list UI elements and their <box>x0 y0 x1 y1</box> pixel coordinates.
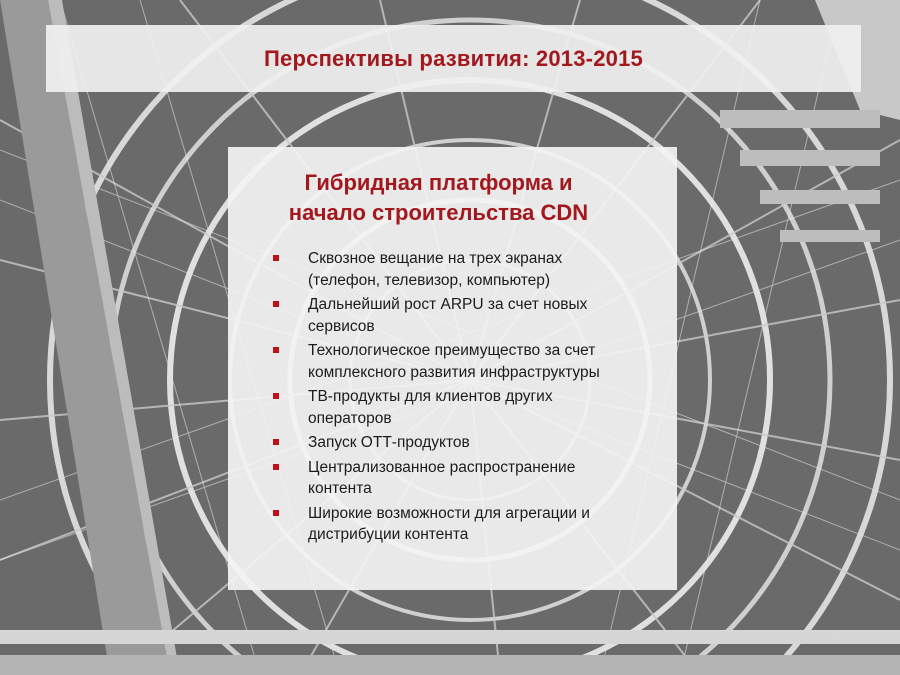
list-item <box>273 432 668 454</box>
list-item <box>273 294 668 337</box>
list-item <box>273 503 668 546</box>
bullet-square-icon <box>273 255 279 261</box>
heading-line-1: Гибридная платформа и <box>304 170 573 195</box>
slide-title: Перспективы развития: 2013-2015 <box>264 45 643 71</box>
bullet-line-2: комплексного развития инфраструктуры <box>308 363 600 381</box>
panel-heading <box>228 168 649 228</box>
list-item <box>273 248 668 291</box>
bullet-square-icon <box>273 301 279 307</box>
bullet-line-1: ТВ-продукты для клиентов других <box>308 388 553 405</box>
list-item <box>273 386 668 429</box>
content-panel <box>228 147 677 590</box>
list-item <box>273 457 668 500</box>
bullet-square-icon <box>273 439 279 445</box>
bullet-line-1: Дальнейший рост ARPU за счет новых <box>308 296 588 313</box>
bullet-line-2: дистрибуции контента <box>308 526 469 543</box>
list-item <box>273 340 668 383</box>
bullet-line-2: (телефон, телевизор, компьютер) <box>308 271 551 289</box>
bullet-line-2: сервисов <box>308 317 375 335</box>
bullet-line-1: Технологическое преимущество за счет <box>308 342 596 359</box>
heading-line-2: начало строительства CDN <box>288 200 589 225</box>
title-bar <box>46 25 861 92</box>
bullet-line-1: Запуск ОТТ-продуктов <box>308 434 470 451</box>
page-number: 8 <box>832 630 839 644</box>
bullet-square-icon <box>273 393 279 399</box>
bullet-line-1: Сквозное вещание на трех экранах <box>308 250 563 267</box>
bullet-line-2: операторов <box>308 409 392 427</box>
bullet-square-icon <box>273 347 279 353</box>
bullet-square-icon <box>273 510 279 516</box>
bullet-line-2: контента <box>308 480 372 497</box>
bullet-square-icon <box>273 464 279 470</box>
bullet-line-1: Централизованное распространение <box>308 458 576 476</box>
bullet-list <box>273 248 668 549</box>
bullet-line-1: Широкие возможности для агрегации и <box>308 504 590 522</box>
